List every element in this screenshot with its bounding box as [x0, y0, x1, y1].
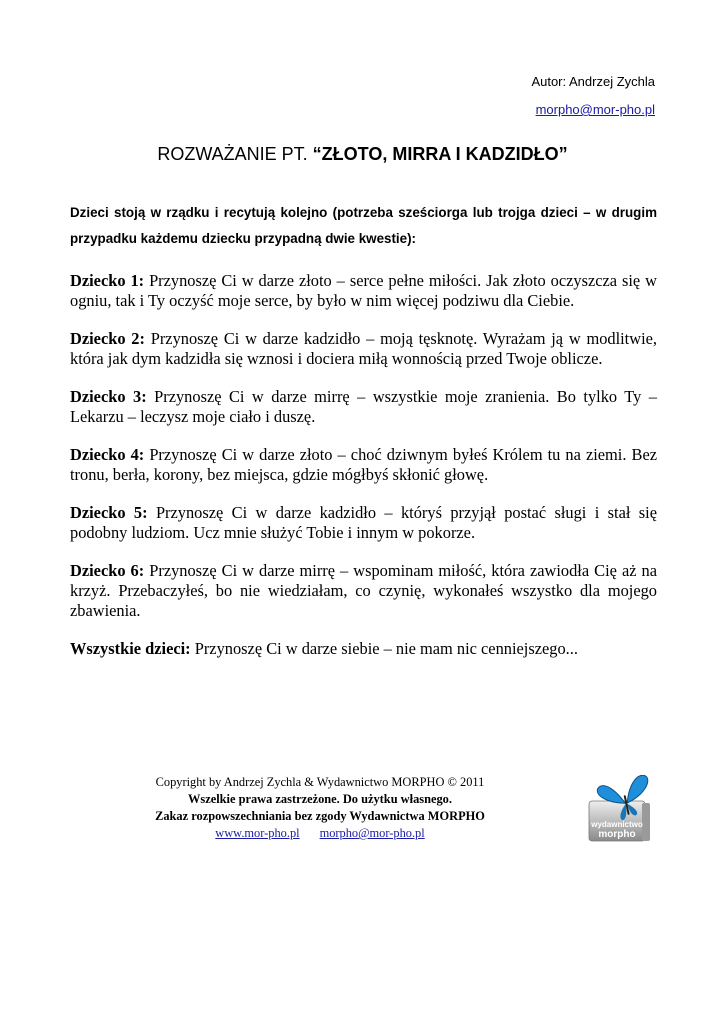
- verse-speaker: Dziecko 6:: [70, 561, 145, 580]
- verse-all: [70, 639, 657, 659]
- verse-speaker: Dziecko 3:: [70, 387, 147, 406]
- intro-text: Dzieci stoją w rządku i recytują kolejno (potrzeba sześciorga lub trojga dzieci – w drugim przypadku każdemu dziecku przypadną dwie kwestie):: [70, 205, 657, 246]
- footer: [100, 774, 540, 842]
- author-email-link[interactable]: morpho@mor-pho.pl: [535, 102, 655, 117]
- verse-speaker: Dziecko 4:: [70, 445, 145, 464]
- footer-copyright: Copyright by Andrzej Zychla & Wydawnictwo MORPHO © 2011: [155, 775, 485, 789]
- verse-text: Przynoszę Ci w darze kadzidło – moją tęsknotę. Wyrażam ją w modlitwie, która jak dym kadzidła się wznosi i dociera miłą wonnością przed Twoje oblicze.: [70, 329, 658, 368]
- verse-speaker: Dziecko 2:: [70, 329, 145, 348]
- page-title: [0, 144, 725, 165]
- author-name: Autor: Andrzej Zychla: [531, 74, 655, 89]
- footer-rights: Wszelkie prawa zastrzeżone. Do użytku własnego.: [188, 792, 452, 806]
- author-block: [531, 68, 655, 124]
- verse-text: Przynoszę Ci w darze siebie – nie mam nic cenniejszego...: [194, 639, 578, 658]
- verse-text: Przynoszę Ci w darze mirrę – wszystkie moje zranienia. Bo tylko Ty – Lekarzu – leczysz moje ciało i duszę.: [70, 387, 657, 426]
- verse-text: Przynoszę Ci w darze złoto – choć dziwnym byłeś Królem tu na ziemi. Bez tronu, berła, korony, bez miejsca, gdzie mógłbyś skłonić głowę.: [70, 445, 658, 484]
- footer-ban: Zakaz rozpowszechniania bez zgody Wydawnictwa MORPHO: [155, 809, 485, 823]
- verse-2: [70, 329, 657, 369]
- verse-6: [70, 561, 657, 621]
- verse-4: [70, 445, 657, 485]
- footer-website-link[interactable]: www.mor-pho.pl: [215, 826, 300, 840]
- footer-email-link[interactable]: morpho@mor-pho.pl: [319, 826, 425, 840]
- verse-5: [70, 503, 657, 543]
- verse-text: Przynoszę Ci w darze mirrę – wspominam miłość, która zawiodła Cię aż na krzyż. Przebaczyłeś, bo nie wiedziałam, co czynię, wykonałeś wszystko dla mojego zbawienia.: [70, 561, 657, 620]
- title-prefix: ROZWAŻANIE PT.: [157, 144, 313, 164]
- verse-speaker: Wszystkie dzieci:: [70, 639, 191, 658]
- verse-speaker: Dziecko 5:: [70, 503, 148, 522]
- verses-list: [70, 271, 657, 677]
- verse-text: Przynoszę Ci w darze złoto – serce pełne miłości. Jak złoto oczyszcza się w ogniu, tak i Ty oczyść moje serce, by było w nim więcej podziwu dla Ciebie.: [70, 271, 657, 310]
- morpho-logo: [586, 775, 658, 847]
- logo-line1: wydawnictwo: [591, 820, 643, 829]
- verse-text: Przynoszę Ci w darze kadzidło – któryś przyjął postać sługi i stał się podobny ludziom. Ucz mnie służyć Tobie i innym w pokorze.: [70, 503, 657, 542]
- logo-line2: morpho: [598, 829, 636, 840]
- verse-speaker: Dziecko 1:: [70, 271, 145, 290]
- verse-3: [70, 387, 657, 427]
- title-main: “ZŁOTO, MIRRA I KADZIDŁO”: [312, 144, 568, 164]
- verse-1: [70, 271, 657, 311]
